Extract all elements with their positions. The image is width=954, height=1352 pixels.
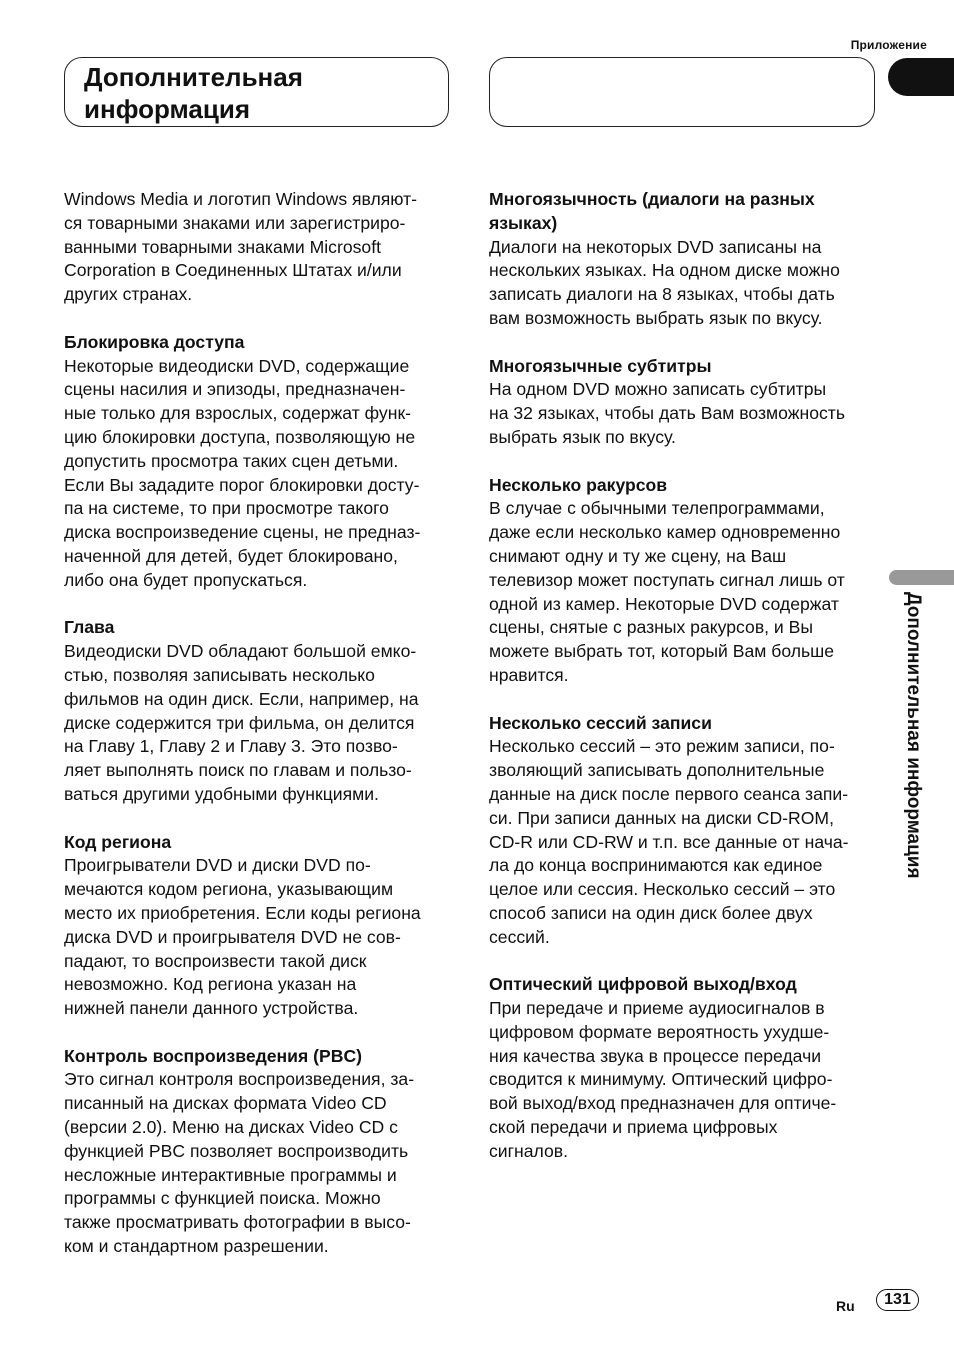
section-body: Это сигнал контроля воспроизведения, за- писанный на дисках формата Video CD (версии 2.0). Меню на дисках Video CD с функцией PBC позволяет воспроизводить несложные интерактивные программы и программы с функцией поиска. Можно также просматривать фотографии в высо- ком и стандартном разрешении. — [64, 1069, 415, 1257]
section-chapter — [64, 616, 454, 806]
section-body: При передаче и приеме аудиосигналов в цифровом формате вероятность ухудше- ния качества звука в процессе передачи сводится к минимуму. Оптический цифро- вой выход/вход предназначен для оптиче- ской передачи и приема цифровых сигналов. — [489, 998, 837, 1161]
section-tag: Приложение — [850, 38, 927, 52]
section-body: Видеодиски DVD обладают большой емко- стью, позволяя записывать несколько фильмов на один диск. Если, например, на диске содержится три фильма, он делится на Главу 1, Главу 2 и Главу 3. Это позво- ляет выполнять поиск по главам и пользо- ваться другими удобными функциями. — [64, 641, 419, 804]
section-pbc — [64, 1045, 454, 1259]
section-heading: Многоязычные субтитры — [489, 355, 712, 376]
side-section-label: Дополнительная информация — [903, 592, 924, 879]
section-multi-session — [489, 712, 881, 950]
chapter-tab-marker — [888, 58, 954, 96]
section-body: Проигрыватели DVD и диски DVD по- мечаются кодом региона, указывающим место их приобретения. Если коды региона диска DVD и проигрывателя DVD не сов- падают, то воспроизвести такой диск невозможно. Код региона указан на нижней панели данного устройства. — [64, 855, 421, 1019]
empty-title-box — [489, 57, 875, 127]
page-number: 131 — [876, 1289, 919, 1311]
section-heading: Оптический цифровой выход/вход — [489, 974, 797, 995]
intro-text: Windows Media и логотип Windows являют- ся товарными знаками или зарегистриро- ванными товарными знаками Microsoft Corporation в Соединенных Штатах и/или других странах. — [64, 189, 418, 305]
right-column — [489, 188, 881, 1187]
section-region-code — [64, 831, 454, 1021]
section-body: Диалоги на некоторых DVD записаны на нескольких языках. На одном диске можно записать диалоги на 8 языках, чтобы дать вам возможность выбрать язык по вкусу. — [489, 236, 840, 328]
section-parental-lock — [64, 331, 454, 593]
left-column — [64, 188, 454, 1283]
section-heading: Глава — [64, 617, 115, 638]
section-heading: Несколько сессий записи — [489, 712, 712, 733]
intro-block — [64, 188, 454, 307]
section-heading: Блокировка доступа — [64, 331, 245, 352]
section-body: В случае с обычными телепрограммами, даже если несколько камер одновременно снимают одну и ту же сцену, на Ваш телевизор может поступать сигнал лишь от одной из камер. Некоторые DVD содержат сцены, снятые с разных ракурсов, и Вы можете выбрать тот, который Вам больше нравится. — [489, 498, 845, 685]
section-body: Несколько сессий – это режим записи, по- зволяющий записывать дополнительные данные на диск после первого сеанса запи- си. При записи данных на диски CD-ROM, CD-R или CD-RW и т.п. все данные от нача- ла до конца воспринимаются как единое целое или сессия. Несколько сессий – это способ записи на один диск более двух сессий. — [489, 736, 849, 947]
section-body: На одном DVD можно записать субтитры на 32 языках, чтобы дать Вам возможность выбрать язык по вкусу. — [489, 379, 846, 447]
section-heading: Многоязычность (диалоги на разных языках) — [489, 189, 815, 233]
section-heading: Контроль воспроизведения (PBC) — [64, 1045, 363, 1066]
section-multi-language — [489, 188, 881, 331]
side-tab-marker — [889, 570, 954, 585]
section-multi-subtitles — [489, 355, 881, 450]
section-heading: Несколько ракурсов — [489, 474, 668, 495]
section-body: Некоторые видеодиски DVD, содержащие сцены насилия и эпизоды, предназначен- ные только для взрослых, содержат функ- цию блокировки доступа, позволяющую не допустить просмотра таких сцен детьми. Если Вы зададите порог блокировки досту- па на системе, то при просмотре такого диска воспроизведение сцены, не предназ- наченной для детей, будет блокировано, либо она будет пропускаться. — [64, 355, 421, 590]
section-multi-angle — [489, 474, 881, 688]
language-code: Ru — [836, 1298, 855, 1314]
section-heading: Код региона — [64, 831, 172, 852]
page-title: Дополнительная информация — [84, 62, 303, 124]
title-box — [64, 57, 449, 127]
section-optical-digital — [489, 973, 881, 1163]
